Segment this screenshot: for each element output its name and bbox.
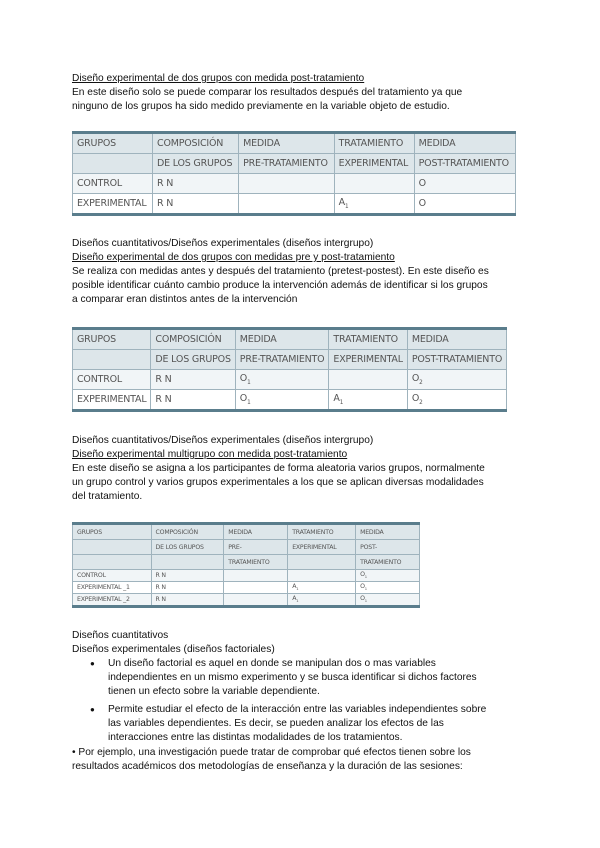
cell: $A_1$ (329, 390, 407, 411)
cell: R N (151, 594, 224, 607)
cell: $A_1$ (288, 594, 356, 607)
header-tratamiento-2: EXPERIMENTAL (329, 350, 407, 370)
bullet-icon: ● (90, 659, 95, 668)
cell (224, 570, 288, 582)
cell: R N (153, 174, 239, 194)
example-line-2: resultados académicos dos metodologías de enseñanza y la duración de las sesiones: (72, 761, 463, 772)
cell: CONTROL (73, 570, 152, 582)
header-composicion-3 (151, 555, 224, 570)
cell: CONTROL (73, 174, 153, 194)
table-multigroup (72, 522, 420, 608)
header-medida-post-2: POST-TRATAMIENTO (407, 350, 506, 370)
bullet-1-line-1: Un diseño factorial es aquel en donde se manipulan dos o mas variables (108, 658, 436, 669)
section3-title: Diseño experimental multigrupo con medida post-tratamiento (72, 449, 348, 460)
header-tratamiento: TRATAMIENTO (329, 329, 407, 350)
header-composicion: COMPOSICIÓN (151, 329, 235, 350)
table-header-row (73, 555, 420, 570)
table-row (73, 390, 507, 411)
header-grupos-2 (73, 154, 153, 174)
header-tratamiento-2: EXPERIMENTAL (288, 540, 356, 555)
cell (239, 174, 335, 194)
cell: CONTROL (73, 370, 151, 390)
header-composicion-2: DE LOS GRUPOS (153, 154, 239, 174)
cell: EXPERIMENTAL _1 (73, 582, 152, 594)
header-composicion: COMPOSICIÓN (153, 133, 239, 154)
cell: R N (153, 194, 239, 215)
section2-text-line-2: posible identificar cuánto cambio produce la intervención además de identificar si los grupos (72, 280, 488, 291)
bullet-1-line-3: tienen un efecto sobre la variable dependiente. (108, 686, 320, 697)
header-medida-post: MEDIDA (407, 329, 506, 350)
header-composicion: COMPOSICIÓN (151, 524, 224, 540)
section2-title: Diseño experimental de dos grupos con medidas pre y post-tratamiento (72, 252, 395, 263)
cell: EXPERIMENTAL _2 (73, 594, 152, 607)
table-row (73, 570, 420, 582)
header-tratamiento: TRATAMIENTO (334, 133, 414, 154)
table-header-row (73, 133, 516, 154)
cell: O (414, 194, 515, 215)
cell: $O_1$ (356, 594, 420, 607)
cell: EXPERIMENTAL (73, 390, 151, 411)
bullet-2-line-1: Permite estudiar el efecto de la interacción entre las variables independientes sobre (108, 704, 487, 715)
cell (288, 570, 356, 582)
bullet-2-line-3: interacciones entre las distintas modalidades de los tratamientos. (108, 732, 403, 743)
header-medida-pre: MEDIDA (224, 524, 288, 540)
header-medida-pre-3: TRATAMIENTO (224, 555, 288, 570)
example-line-1: • Por ejemplo, una investigación puede tratar de comprobar qué efectos tienen sobre los (72, 747, 471, 758)
header-medida-post: MEDIDA (356, 524, 420, 540)
section1-text-line-1: En este diseño solo se puede comparar los resultados después del tratamiento ya que (72, 87, 463, 98)
header-grupos: GRUPOS (73, 329, 151, 350)
cell: R N (151, 370, 235, 390)
header-tratamiento-3 (288, 555, 356, 570)
table-row (73, 582, 420, 594)
header-medida-pre: MEDIDA (235, 329, 329, 350)
table-header-row (73, 154, 516, 174)
header-medida-pre-2: PRE- (224, 540, 288, 555)
cell (329, 370, 407, 390)
table-row (73, 370, 507, 390)
header-medida-post: MEDIDA (414, 133, 515, 154)
bullet-2-line-2: las variables dependientes. Es decir, se pueden analizar los efectos de las (108, 718, 444, 729)
cell: $A_1$ (334, 194, 414, 215)
header-medida-pre: MEDIDA (239, 133, 335, 154)
section4-heading-2: Diseños experimentales (diseños factoriales) (72, 644, 275, 655)
cell: $O_2$ (407, 370, 506, 390)
table-post-treatment (72, 131, 516, 216)
header-grupos: GRUPOS (73, 133, 153, 154)
table-header-row (73, 350, 507, 370)
header-grupos-2 (73, 540, 152, 555)
header-grupos-2 (73, 350, 151, 370)
table-row (73, 194, 516, 215)
cell: $O_1$ (356, 582, 420, 594)
section4-heading-1: Diseños cuantitativos (72, 630, 169, 641)
header-grupos: GRUPOS (73, 524, 152, 540)
bullet-icon: ● (90, 705, 95, 714)
header-composicion-2: DE LOS GRUPOS (151, 350, 235, 370)
header-medida-pre-2: PRE-TRATAMIENTO (235, 350, 329, 370)
section3-text-line-3: del tratamiento. (72, 491, 143, 502)
cell: R N (151, 390, 235, 411)
cell (334, 174, 414, 194)
cell: $O_1$ (235, 390, 329, 411)
cell: $O_1$ (235, 370, 329, 390)
cell: $O_2$ (407, 390, 506, 411)
cell: EXPERIMENTAL (73, 194, 153, 215)
cell: $O_1$ (356, 570, 420, 582)
bullet-1-line-2: independientes en un mismo experimento y se busca identificar si dichos factores (108, 672, 477, 683)
section3-text-line-2: un grupo control y varios grupos experimentales a los que se aplican diversas modalidades (72, 477, 484, 488)
table-row (73, 174, 516, 194)
header-tratamiento-2: EXPERIMENTAL (334, 154, 414, 174)
header-medida-post-2: POST- (356, 540, 420, 555)
cell (224, 594, 288, 607)
header-medida-post-3: TRATAMIENTO (356, 555, 420, 570)
header-composicion-2: DE LOS GRUPOS (151, 540, 224, 555)
cell: R N (151, 582, 224, 594)
header-grupos-3 (73, 555, 152, 570)
cell: $A_1$ (288, 582, 356, 594)
header-tratamiento: TRATAMIENTO (288, 524, 356, 540)
table-header-row (73, 329, 507, 350)
table-pre-post-treatment (72, 327, 507, 412)
section1-title: Diseño experimental de dos grupos con medida post-tratamiento (72, 73, 365, 84)
header-medida-post-2: POST-TRATAMIENTO (414, 154, 515, 174)
section3-heading: Diseños cuantitativos/Diseños experimentales (diseños intergrupo) (72, 435, 374, 446)
cell (239, 194, 335, 215)
cell (224, 582, 288, 594)
cell: R N (151, 570, 224, 582)
table-header-row (73, 524, 420, 540)
section2-text-line-3: a comparar eran distintos antes de la intervención (72, 294, 298, 305)
table-header-row (73, 540, 420, 555)
section2-text-line-1: Se realiza con medidas antes y después del tratamiento (pretest-postest). En este diseño es (72, 266, 489, 277)
cell: O (414, 174, 515, 194)
header-medida-pre-2: PRE-TRATAMIENTO (239, 154, 335, 174)
table-row (73, 594, 420, 607)
section3-text-line-1: En este diseño se asigna a los participantes de forma aleatoria varios grupos, normalmente (72, 463, 485, 474)
section1-text-line-2: ninguno de los grupos ha sido medido previamente en la variable objeto de estudio. (72, 101, 450, 112)
section2-heading: Diseños cuantitativos/Diseños experimentales (diseños intergrupo) (72, 238, 374, 249)
